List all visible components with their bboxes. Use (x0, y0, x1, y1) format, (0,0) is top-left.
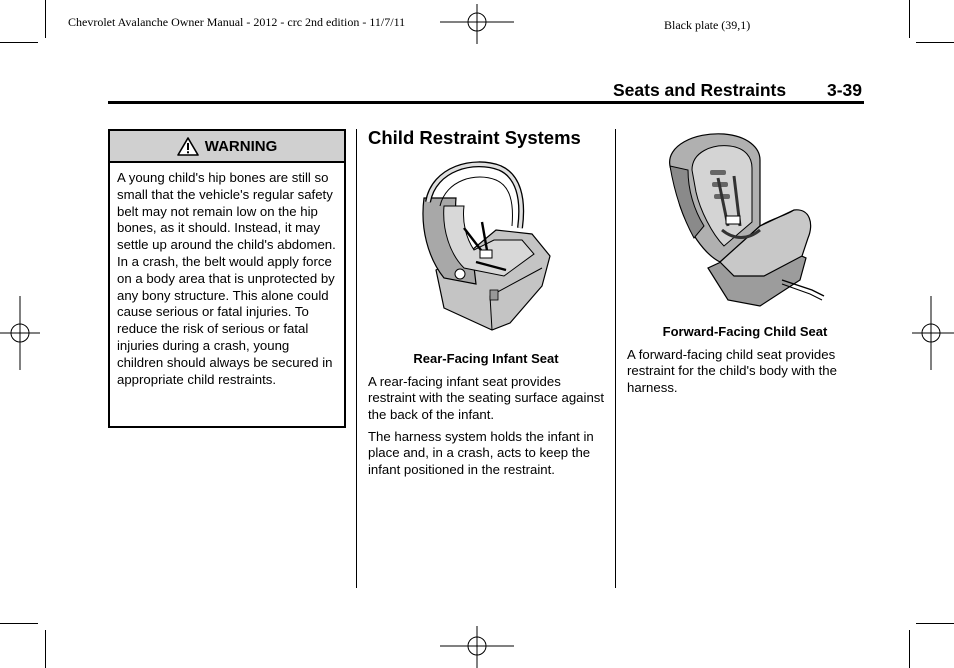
section-heading: Child Restraint Systems (368, 127, 581, 148)
header-rule (108, 101, 864, 104)
section-title: Seats and Restraints (613, 80, 787, 100)
page-number: 3-39 (827, 80, 863, 100)
warning-body: A young child's hip bones are still so small that the vehicle's regular safety belt may not remain low on the hip bones, as it should. Instead, it may settle up around the child's abdomen. In a crash, the belt would apply force on a body area that is unprotected by any bony structure. This alone could cause serious or fatal injuries. To reduce the risk of serious or fatal injuries during a crash, young children should always be secured in appropriate child restraints. (117, 170, 336, 387)
warning-header (110, 131, 344, 163)
registration-mark-top (440, 4, 514, 44)
plate-label: Black plate (39,1) (664, 18, 751, 32)
print-header-text: Chevrolet Avalanche Owner Manual - 2012 - crc 2nd edition - 11/7/11 (68, 15, 406, 29)
right-paragraph: A forward-facing child seat provides restraint for the child's body with the harness. (627, 347, 837, 395)
forward-facing-caption: Forward-Facing Child Seat (662, 324, 828, 339)
registration-mark-bottom (440, 626, 514, 668)
middle-paragraph-1: A rear-facing infant seat provides restraint with the seating surface against the back of the infant. (368, 374, 605, 422)
rear-facing-caption: Rear-Facing Infant Seat (413, 351, 559, 366)
registration-mark-right (912, 296, 954, 370)
forward-facing-child-seat-illustration (664, 130, 830, 310)
warning-triangle-icon (177, 137, 199, 156)
rear-facing-infant-seat-illustration (414, 158, 556, 334)
warning-title: WARNING (204, 137, 278, 155)
column-divider-right (615, 129, 616, 588)
registration-mark-left (0, 296, 40, 370)
column-divider-left (356, 129, 357, 588)
warning-box (108, 129, 346, 428)
middle-paragraph-2: The harness system holds the infant in place and, in a crash, acts to keep the infant positioned in the restraint. (368, 429, 594, 477)
